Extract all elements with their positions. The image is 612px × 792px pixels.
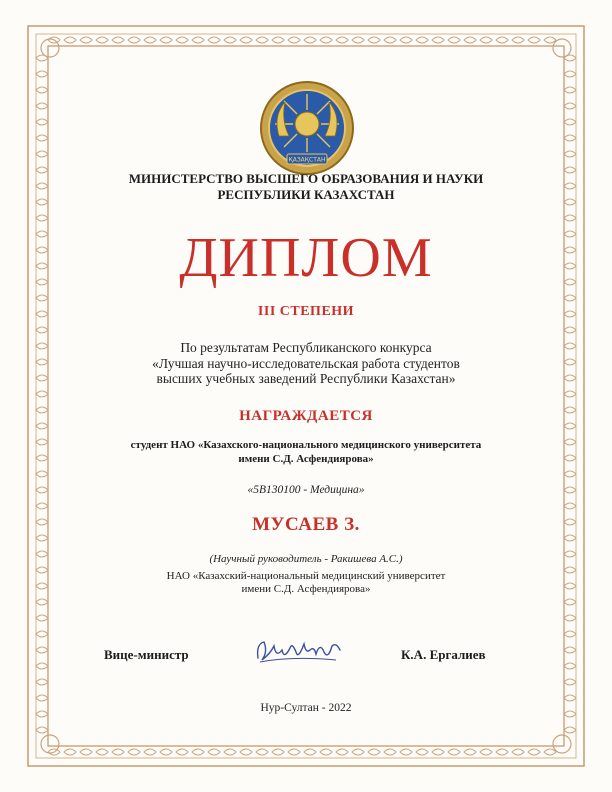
border-motif <box>564 503 576 509</box>
handwritten-signature <box>252 630 344 670</box>
diploma-title: ДИПЛОМ <box>179 227 433 289</box>
border-motif <box>160 37 172 43</box>
border-motif <box>564 215 576 221</box>
border-motif <box>288 749 300 755</box>
border-motif <box>64 37 76 43</box>
border-motif <box>192 749 204 755</box>
border-motif <box>480 749 492 755</box>
border-motif <box>416 37 428 43</box>
border-motif <box>96 37 108 43</box>
university-line-1: НАО «Казахский-национальный медицинский университет <box>166 570 446 582</box>
border-motif <box>368 37 380 43</box>
border-motif <box>36 503 48 509</box>
border-motif <box>128 37 140 43</box>
border-motif <box>544 749 556 755</box>
ministry-line-1: МИНИСТЕРСТВО ВЫСШЕГО ОБРАЗОВАНИЯ И НАУКИ <box>128 171 484 186</box>
signer-name: К.А. Ергалиев <box>401 647 486 662</box>
university-line-2: имени С.Д. Асфендиярова» <box>241 583 371 595</box>
border-motif <box>400 749 412 755</box>
border-motif <box>564 615 576 621</box>
border-motif <box>564 599 576 605</box>
border-motif <box>240 37 252 43</box>
border-motif <box>528 749 540 755</box>
student-affiliation <box>0 438 612 466</box>
border-motif <box>564 71 576 77</box>
border-motif <box>304 37 316 43</box>
border-motif <box>564 631 576 637</box>
border-motif <box>256 749 268 755</box>
border-motif <box>564 135 576 141</box>
border-motif <box>96 749 108 755</box>
border-motif <box>36 87 48 93</box>
border-corner <box>553 39 571 57</box>
border-motif <box>336 749 348 755</box>
border-motif <box>512 37 524 43</box>
border-motif <box>36 727 48 733</box>
border-motif <box>256 37 268 43</box>
supervisor-university <box>0 570 612 596</box>
border-motif <box>528 37 540 43</box>
border-motif <box>36 103 48 109</box>
border-motif <box>112 749 124 755</box>
border-motif <box>224 37 236 43</box>
border-motif <box>564 103 576 109</box>
border-motif <box>384 749 396 755</box>
recipient-name: МУСАЕВ З. <box>252 514 360 535</box>
awarded-heading: НАГРАЖДАЕТСЯ <box>239 408 373 424</box>
student-line-2: имени С.Д. Асфендиярова» <box>238 453 374 465</box>
border-motif <box>564 663 576 669</box>
border-motif <box>564 471 576 477</box>
border-motif <box>320 749 332 755</box>
border-motif <box>112 37 124 43</box>
border-motif <box>368 749 380 755</box>
border-motif <box>80 749 92 755</box>
emblem-text: ҚАЗАҚСТАН <box>288 156 326 164</box>
border-motif <box>36 119 48 125</box>
border-motif <box>564 327 576 333</box>
border-motif <box>36 647 48 653</box>
border-motif <box>400 37 412 43</box>
border-motif <box>36 599 48 605</box>
border-motif <box>288 37 300 43</box>
border-motif <box>336 37 348 43</box>
place-and-year: Нур-Султан - 2022 <box>260 702 352 714</box>
border-motif <box>464 37 476 43</box>
border-motif <box>448 37 460 43</box>
border-motif <box>208 749 220 755</box>
border-motif <box>564 151 576 157</box>
border-motif <box>192 37 204 43</box>
border-motif <box>564 119 576 125</box>
border-motif <box>416 749 428 755</box>
contest-line-3: высших учебных заведений Республики Казахстан» <box>156 371 456 386</box>
border-motif <box>240 749 252 755</box>
border-motif <box>496 749 508 755</box>
border-motif <box>36 135 48 141</box>
border-motif <box>176 749 188 755</box>
contest-line-2: «Лучшая научно-исследовательская работа студентов <box>152 355 460 371</box>
signer-position: Вице-министр <box>104 647 189 662</box>
border-motif <box>36 151 48 157</box>
border-motif <box>272 749 284 755</box>
border-motif <box>36 71 48 77</box>
border-motif <box>432 749 444 755</box>
diploma-degree: III СТЕПЕНИ <box>257 304 355 319</box>
border-motif <box>432 37 444 43</box>
border-motif <box>544 37 556 43</box>
border-motif <box>36 679 48 685</box>
border-motif <box>144 37 156 43</box>
border-motif <box>36 695 48 701</box>
border-motif <box>176 37 188 43</box>
border-motif <box>128 749 140 755</box>
border-motif <box>320 37 332 43</box>
border-motif <box>208 37 220 43</box>
border-motif <box>480 37 492 43</box>
border-motif <box>36 631 48 637</box>
border-motif <box>564 647 576 653</box>
border-motif <box>36 391 48 397</box>
border-motif <box>512 749 524 755</box>
border-motif <box>564 727 576 733</box>
border-motif <box>36 295 48 301</box>
border-motif <box>564 391 576 397</box>
border-motif <box>36 215 48 221</box>
contest-line-1: По результатам Республиканского конкурса <box>180 340 432 355</box>
border-motif <box>224 749 236 755</box>
contest-description <box>0 340 612 387</box>
border-motif <box>160 749 172 755</box>
border-motif <box>564 295 576 301</box>
border-motif <box>564 679 576 685</box>
student-line-1: студент НАО «Казахского-национального медицинского университета <box>130 439 482 451</box>
border-corner <box>553 735 571 753</box>
border-motif <box>564 695 576 701</box>
border-motif <box>304 749 316 755</box>
border-motif <box>36 663 48 669</box>
border-motif <box>448 749 460 755</box>
supervisor: (Научный руководитель - Ракишева А.С.) <box>209 553 403 565</box>
ministry-heading <box>0 171 612 203</box>
border-motif <box>64 749 76 755</box>
border-motif <box>272 37 284 43</box>
border-motif <box>36 327 48 333</box>
border-motif <box>36 471 48 477</box>
border-motif <box>384 37 396 43</box>
ministry-line-2: РЕСПУБЛИКИ КАЗАХСТАН <box>217 187 395 202</box>
border-motif <box>36 615 48 621</box>
border-motif <box>496 37 508 43</box>
border-motif <box>352 749 364 755</box>
border-motif <box>564 87 576 93</box>
state-emblem <box>259 80 355 176</box>
border-motif <box>144 749 156 755</box>
border-motif <box>80 37 92 43</box>
border-motif <box>352 37 364 43</box>
border-motif <box>464 749 476 755</box>
specialty: «5В130100 - Медицина» <box>247 484 365 496</box>
